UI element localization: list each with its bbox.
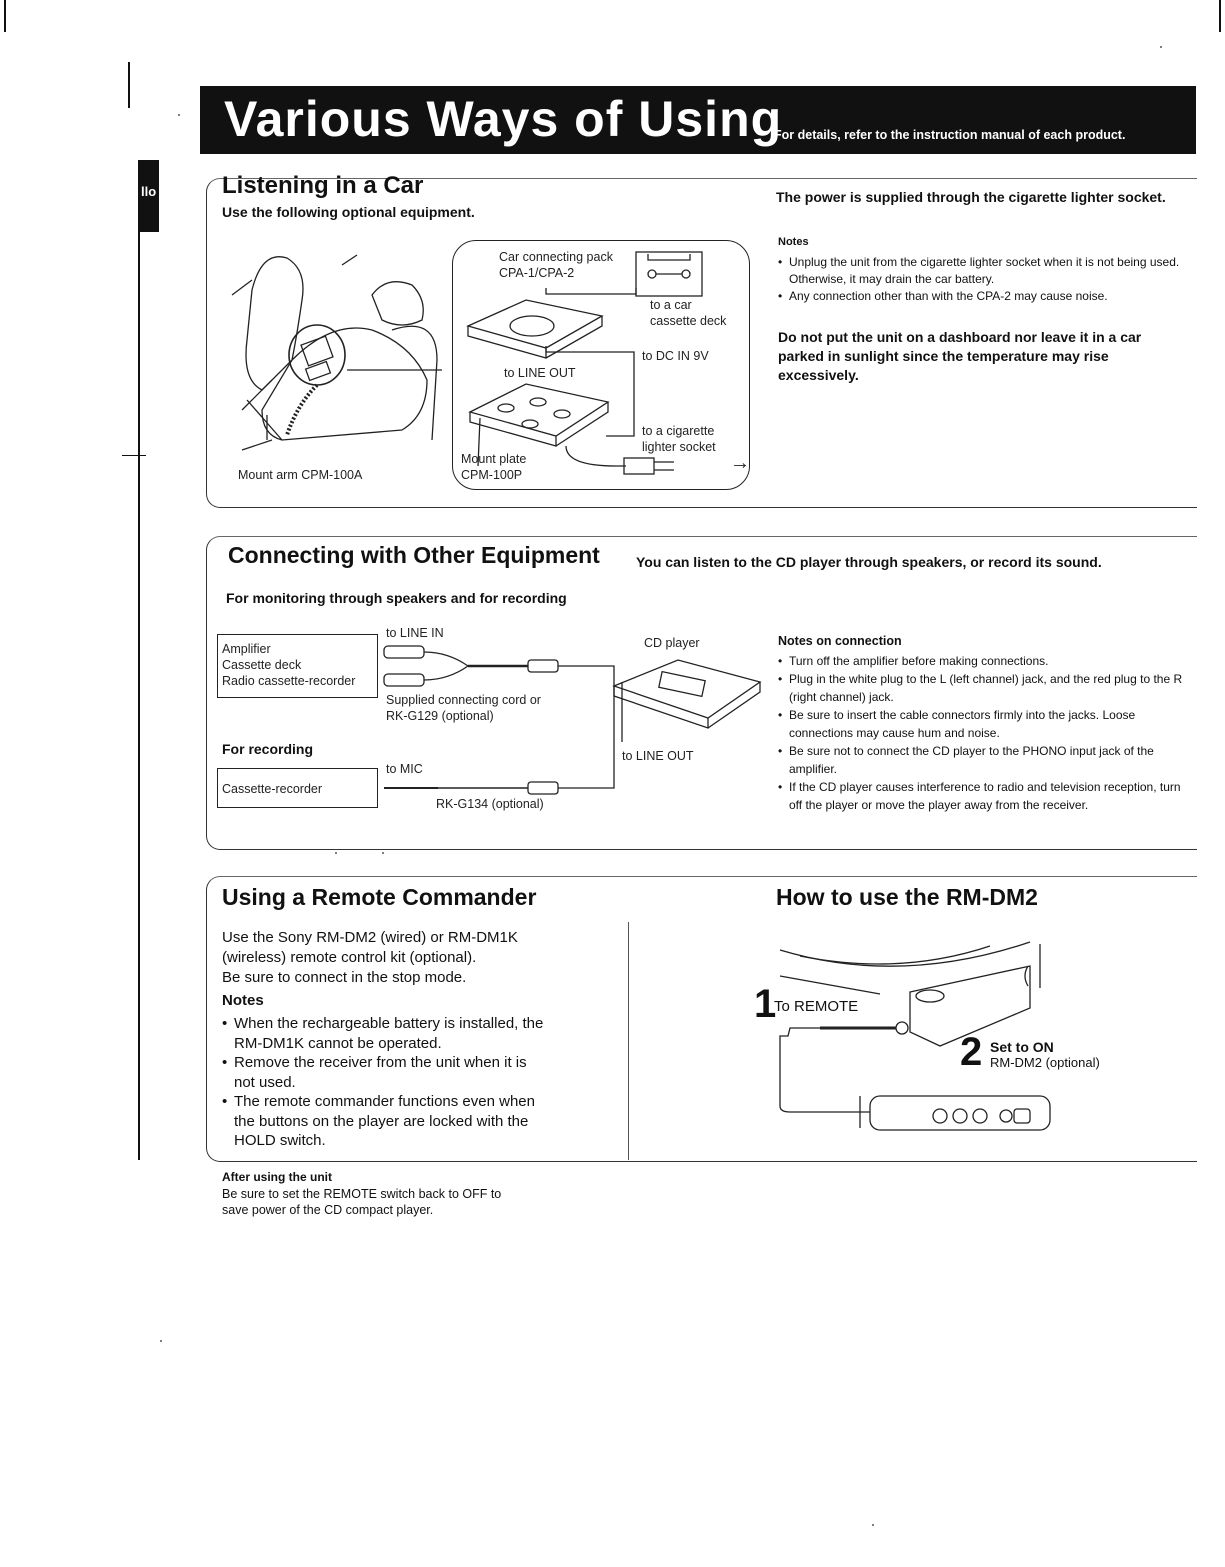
device-label: Radio cassette-recorder (222, 674, 356, 688)
connect-section-title: Connecting with Other Equipment (228, 542, 600, 568)
connect-note-item: • Plug in the white plug to the L (left channel) jack, and the red plug to the R (right channel) jack. (778, 670, 1190, 706)
remote-notes (222, 1014, 622, 1151)
remote-note-line: HOLD switch. (234, 1132, 326, 1149)
after-line: save power of the CD compact player. (222, 1203, 434, 1217)
remote-note-line: the buttons on the player are locked with the (234, 1112, 529, 1130)
margin-mark (1219, 0, 1221, 32)
remote-illustration (760, 936, 1060, 1136)
margin-mark (128, 62, 130, 108)
remote-intro-line: (wireless) remote control kit (optional). (222, 949, 477, 966)
remote-note-item (222, 1092, 622, 1151)
scan-speck (382, 852, 384, 854)
mount-arm-label: Mount arm CPM-100A (238, 468, 363, 482)
to-car-deck-label-2: cassette deck (650, 314, 727, 328)
step1-number: 1 (754, 982, 777, 1026)
mount-plate-label: Mount plate (461, 452, 527, 466)
side-tab-label: llo (141, 184, 157, 199)
arrow-icon: → (730, 452, 750, 474)
remote-intro (222, 928, 518, 988)
car-notes-title: Notes (778, 236, 809, 248)
bullet: • (222, 1054, 228, 1071)
after-line: Be sure to set the REMOTE switch back to OFF to (222, 1187, 502, 1201)
recorder-label: Cassette-recorder (222, 782, 323, 796)
connect-note-item: • If the CD player causes interference to radio and television reception, turn off the player or move the player away from the receiver. (778, 778, 1190, 814)
cord2-label: RK-G134 (optional) (436, 797, 544, 811)
step1-label: To REMOTE (774, 998, 859, 1015)
remote-note-line: Remove the receiver from the unit when it is (234, 1054, 527, 1071)
scan-speck (1160, 46, 1162, 48)
remote-note-line: The remote commander functions even when (234, 1093, 535, 1110)
car-warning: Do not put the unit on a dashboard nor leave it in a car parked in sunlight since the temperature may rise excessively. (778, 329, 1142, 383)
cord-label-2: RK-G129 (optional) (386, 709, 494, 723)
step2-sublabel: RM-DM2 (optional) (990, 1055, 1100, 1070)
scan-speck (160, 1340, 162, 1342)
cord-label: Supplied connecting cord or (386, 693, 541, 707)
after-title: After using the unit (222, 1170, 332, 1184)
to-line-out-car-label: to LINE OUT (504, 366, 576, 380)
car-pack-model: CPA-1/CPA-2 (499, 266, 575, 280)
connect-notes-title: Notes on connection (778, 634, 902, 648)
connect-notes-list (778, 652, 1190, 814)
margin-tick (122, 455, 146, 456)
scan-speck (335, 852, 337, 854)
device-label: Cassette deck (222, 658, 302, 672)
car-section-subtitle: Use the following optional equipment. (222, 204, 475, 220)
recording-heading: For recording (222, 741, 314, 757)
bullet: • (222, 1093, 228, 1110)
connect-note-item: • Turn off the amplifier before making connections. (778, 652, 1190, 670)
to-line-in-label: to LINE IN (386, 626, 444, 640)
remote-note-item (222, 1014, 622, 1053)
remote-note-item (222, 1053, 622, 1092)
car-seat-illustration (222, 240, 452, 460)
remote-section-title: Using a Remote Commander (222, 884, 537, 910)
bullet: • (222, 1015, 228, 1032)
step2-label: Set to ON (990, 1039, 1054, 1055)
after-text (222, 1186, 501, 1218)
remote-intro-line: Be sure to connect in the stop mode. (222, 969, 467, 986)
to-line-out-label: to LINE OUT (622, 749, 694, 763)
car-notes-list (778, 254, 1190, 305)
remote-note-line: When the rechargeable battery is installed, the (234, 1015, 544, 1032)
margin-mark (4, 0, 6, 32)
to-dc-in-label: to DC IN 9V (642, 349, 709, 363)
remote-intro-line: Use the Sony RM-DM2 (wired) or RM-DM1K (222, 929, 518, 946)
cd-player-label: CD player (644, 636, 700, 650)
connect-section-subtitle: You can listen to the CD player through speakers, or record its sound. (636, 554, 1102, 570)
connect-note-item: • Be sure to insert the cable connectors firmly into the jacks. Loose connections may cause hum and noise. (778, 706, 1190, 742)
scan-speck (872, 1524, 874, 1526)
car-note-item: • Unplug the unit from the cigarette lighter socket when it is not being used. Otherwise, it may drain the car battery. (778, 254, 1190, 288)
page-subtitle: For details, refer to the instruction manual of each product. (774, 128, 1126, 142)
to-mic-label: to MIC (386, 762, 423, 776)
car-pack-label: Car connecting pack (499, 250, 613, 264)
to-cig-label-2: lighter socket (642, 440, 716, 454)
step2-number: 2 (960, 1030, 983, 1074)
page-binding-line (138, 160, 140, 1160)
scan-speck (178, 114, 180, 116)
cd-player-drawing (608, 656, 768, 756)
car-note-item: • Any connection other than with the CPA-2 may cause noise. (778, 288, 1190, 305)
mount-plate-model: CPM-100P (461, 468, 523, 482)
remote-note-line: not used. (234, 1073, 296, 1091)
device-label: Amplifier (222, 642, 271, 656)
car-section-title: Listening in a Car (222, 172, 424, 199)
header-banner (200, 86, 1196, 154)
column-divider (628, 922, 629, 1160)
power-heading: The power is supplied through the cigarette lighter socket. (776, 189, 1166, 205)
howto-title: How to use the RM-DM2 (776, 884, 1038, 910)
page-title: Various Ways of Using (224, 91, 783, 147)
monitoring-heading: For monitoring through speakers and for recording (226, 590, 567, 606)
remote-notes-title: Notes (222, 992, 264, 1009)
to-cig-label: to a cigarette (642, 424, 715, 438)
to-car-deck-label: to a car (650, 298, 692, 312)
remote-note-line: RM-DM1K cannot be operated. (234, 1034, 442, 1052)
side-tab (139, 160, 159, 232)
connect-note-item: • Be sure not to connect the CD player to the PHONO input jack of the amplifier. (778, 742, 1190, 778)
